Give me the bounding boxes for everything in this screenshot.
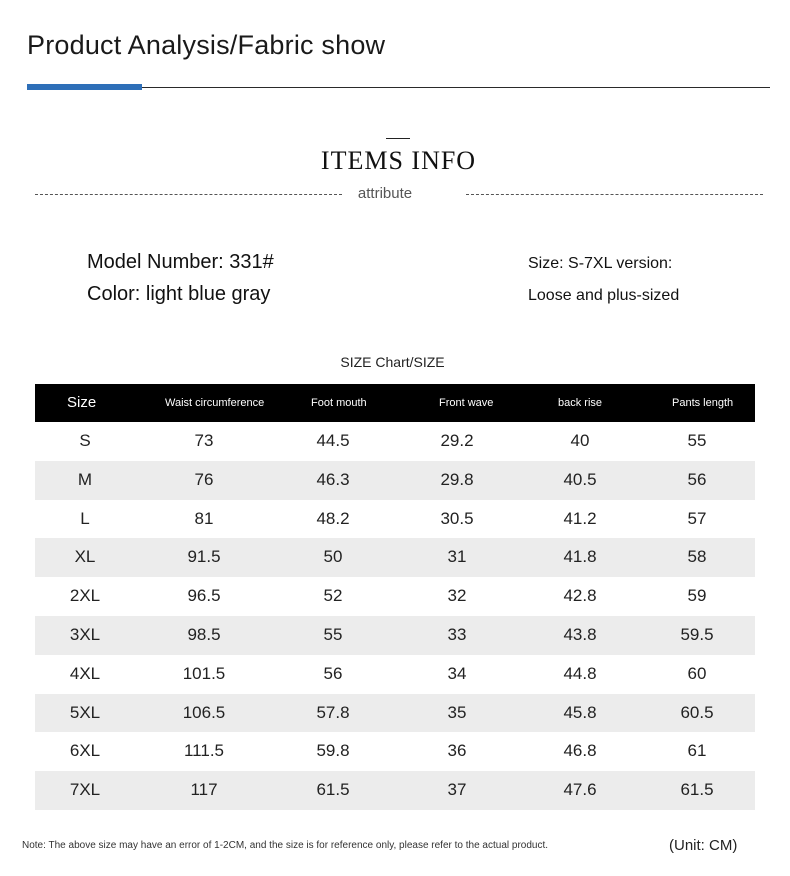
cell-front-wave: 29.8 <box>440 469 474 489</box>
size-chart-table <box>35 384 755 810</box>
cell-size: 7XL <box>69 780 101 800</box>
cell-pants-length: 57 <box>687 508 707 528</box>
cell-front-wave: 37 <box>447 780 467 800</box>
cell-foot-mouth: 52 <box>323 586 343 606</box>
table-row <box>35 500 755 539</box>
table-row <box>35 577 755 616</box>
cell-foot-mouth: 44.5 <box>316 431 350 450</box>
header-pants-length: Pants length <box>672 397 734 409</box>
header-accent-bar <box>27 84 142 90</box>
cell-back-rise: 40 <box>570 431 590 450</box>
unit-label: (Unit: CM) <box>669 837 738 854</box>
table-row <box>35 461 755 500</box>
table-row <box>35 616 755 655</box>
table-row <box>35 771 755 810</box>
cell-foot-mouth: 55 <box>323 624 343 644</box>
fit-type: Loose and plus-sized <box>528 287 680 304</box>
size-range: Size: S-7XL version: <box>528 255 673 272</box>
cell-back-rise: 41.8 <box>563 547 597 567</box>
cell-front-wave: 36 <box>447 741 467 761</box>
header-foot-mouth: Foot mouth <box>311 397 367 409</box>
cell-front-wave: 35 <box>447 702 467 722</box>
size-chart-caption: SIZE Chart/SIZE <box>340 354 445 370</box>
cell-pants-length: 60.5 <box>680 702 714 722</box>
cell-back-rise: 47.6 <box>563 780 597 800</box>
header-front-wave: Front wave <box>439 397 494 409</box>
model-number: Model Number: 331# <box>87 251 274 273</box>
cell-foot-mouth: 56 <box>323 663 343 683</box>
cell-pants-length: 59.5 <box>680 624 714 644</box>
cell-foot-mouth: 46.3 <box>316 469 350 489</box>
cell-size: S <box>79 431 91 450</box>
table-row <box>35 538 755 577</box>
cell-size: L <box>80 508 90 528</box>
header-back-rise: back rise <box>558 397 603 409</box>
cell-waist: 106.5 <box>182 702 226 722</box>
cell-foot-mouth: 57.8 <box>316 702 350 722</box>
table-row <box>35 732 755 771</box>
section-subtitle: attribute <box>357 185 413 202</box>
table-header <box>35 384 755 422</box>
cell-pants-length: 55 <box>687 431 707 450</box>
table-body <box>35 422 755 810</box>
cell-back-rise: 42.8 <box>563 586 597 606</box>
cell-pants-length: 56 <box>687 469 707 489</box>
cell-size: XL <box>74 547 96 567</box>
cell-size: 3XL <box>69 624 101 644</box>
cell-foot-mouth: 61.5 <box>316 780 350 800</box>
cell-front-wave: 33 <box>447 624 467 644</box>
cell-front-wave: 30.5 <box>440 508 474 528</box>
cell-waist: 117 <box>190 780 218 800</box>
cell-back-rise: 43.8 <box>563 624 597 644</box>
title-dash <box>386 138 410 139</box>
cell-waist: 76 <box>194 469 214 489</box>
cell-size: M <box>77 469 93 489</box>
cell-pants-length: 60 <box>687 663 707 683</box>
cell-size: 4XL <box>69 663 101 683</box>
cell-back-rise: 41.2 <box>563 508 597 528</box>
cell-waist: 101.5 <box>182 663 226 683</box>
cell-waist: 73 <box>194 431 214 450</box>
cell-front-wave: 32 <box>447 586 467 606</box>
cell-waist: 81 <box>194 508 214 528</box>
cell-back-rise: 46.8 <box>563 741 597 761</box>
cell-pants-length: 58 <box>687 547 707 567</box>
dashed-divider-left <box>35 194 342 195</box>
table-row <box>35 422 755 461</box>
cell-waist: 91.5 <box>187 547 221 567</box>
cell-back-rise: 44.8 <box>563 663 597 683</box>
cell-foot-mouth: 48.2 <box>316 508 350 528</box>
header-size: Size <box>67 394 97 411</box>
cell-size: 6XL <box>69 741 101 761</box>
cell-pants-length: 61 <box>687 741 707 761</box>
cell-waist: 111.5 <box>183 741 225 761</box>
cell-size: 5XL <box>69 702 101 722</box>
size-note: Note: The above size may have an error of 1-2CM, and the size is for reference only, please refer to the actual product. <box>22 840 549 851</box>
cell-front-wave: 31 <box>447 547 467 567</box>
cell-waist: 96.5 <box>187 586 221 606</box>
cell-foot-mouth: 50 <box>323 547 343 567</box>
dashed-divider-right <box>466 194 763 195</box>
cell-pants-length: 59 <box>687 586 707 606</box>
page-title: Product Analysis/Fabric show <box>27 30 386 60</box>
cell-waist: 98.5 <box>187 624 221 644</box>
cell-back-rise: 40.5 <box>563 469 597 489</box>
header-waist: Waist circumference <box>165 397 265 409</box>
section-title: ITEMS INFO <box>320 146 477 175</box>
cell-front-wave: 34 <box>447 663 467 683</box>
table-row <box>35 655 755 694</box>
product-color: Color: light blue gray <box>87 283 271 305</box>
cell-front-wave: 29.2 <box>440 431 474 450</box>
cell-back-rise: 45.8 <box>563 702 597 722</box>
table-row <box>35 694 755 733</box>
cell-foot-mouth: 59.8 <box>316 741 350 761</box>
cell-pants-length: 61.5 <box>680 780 714 800</box>
cell-size: 2XL <box>69 586 101 606</box>
